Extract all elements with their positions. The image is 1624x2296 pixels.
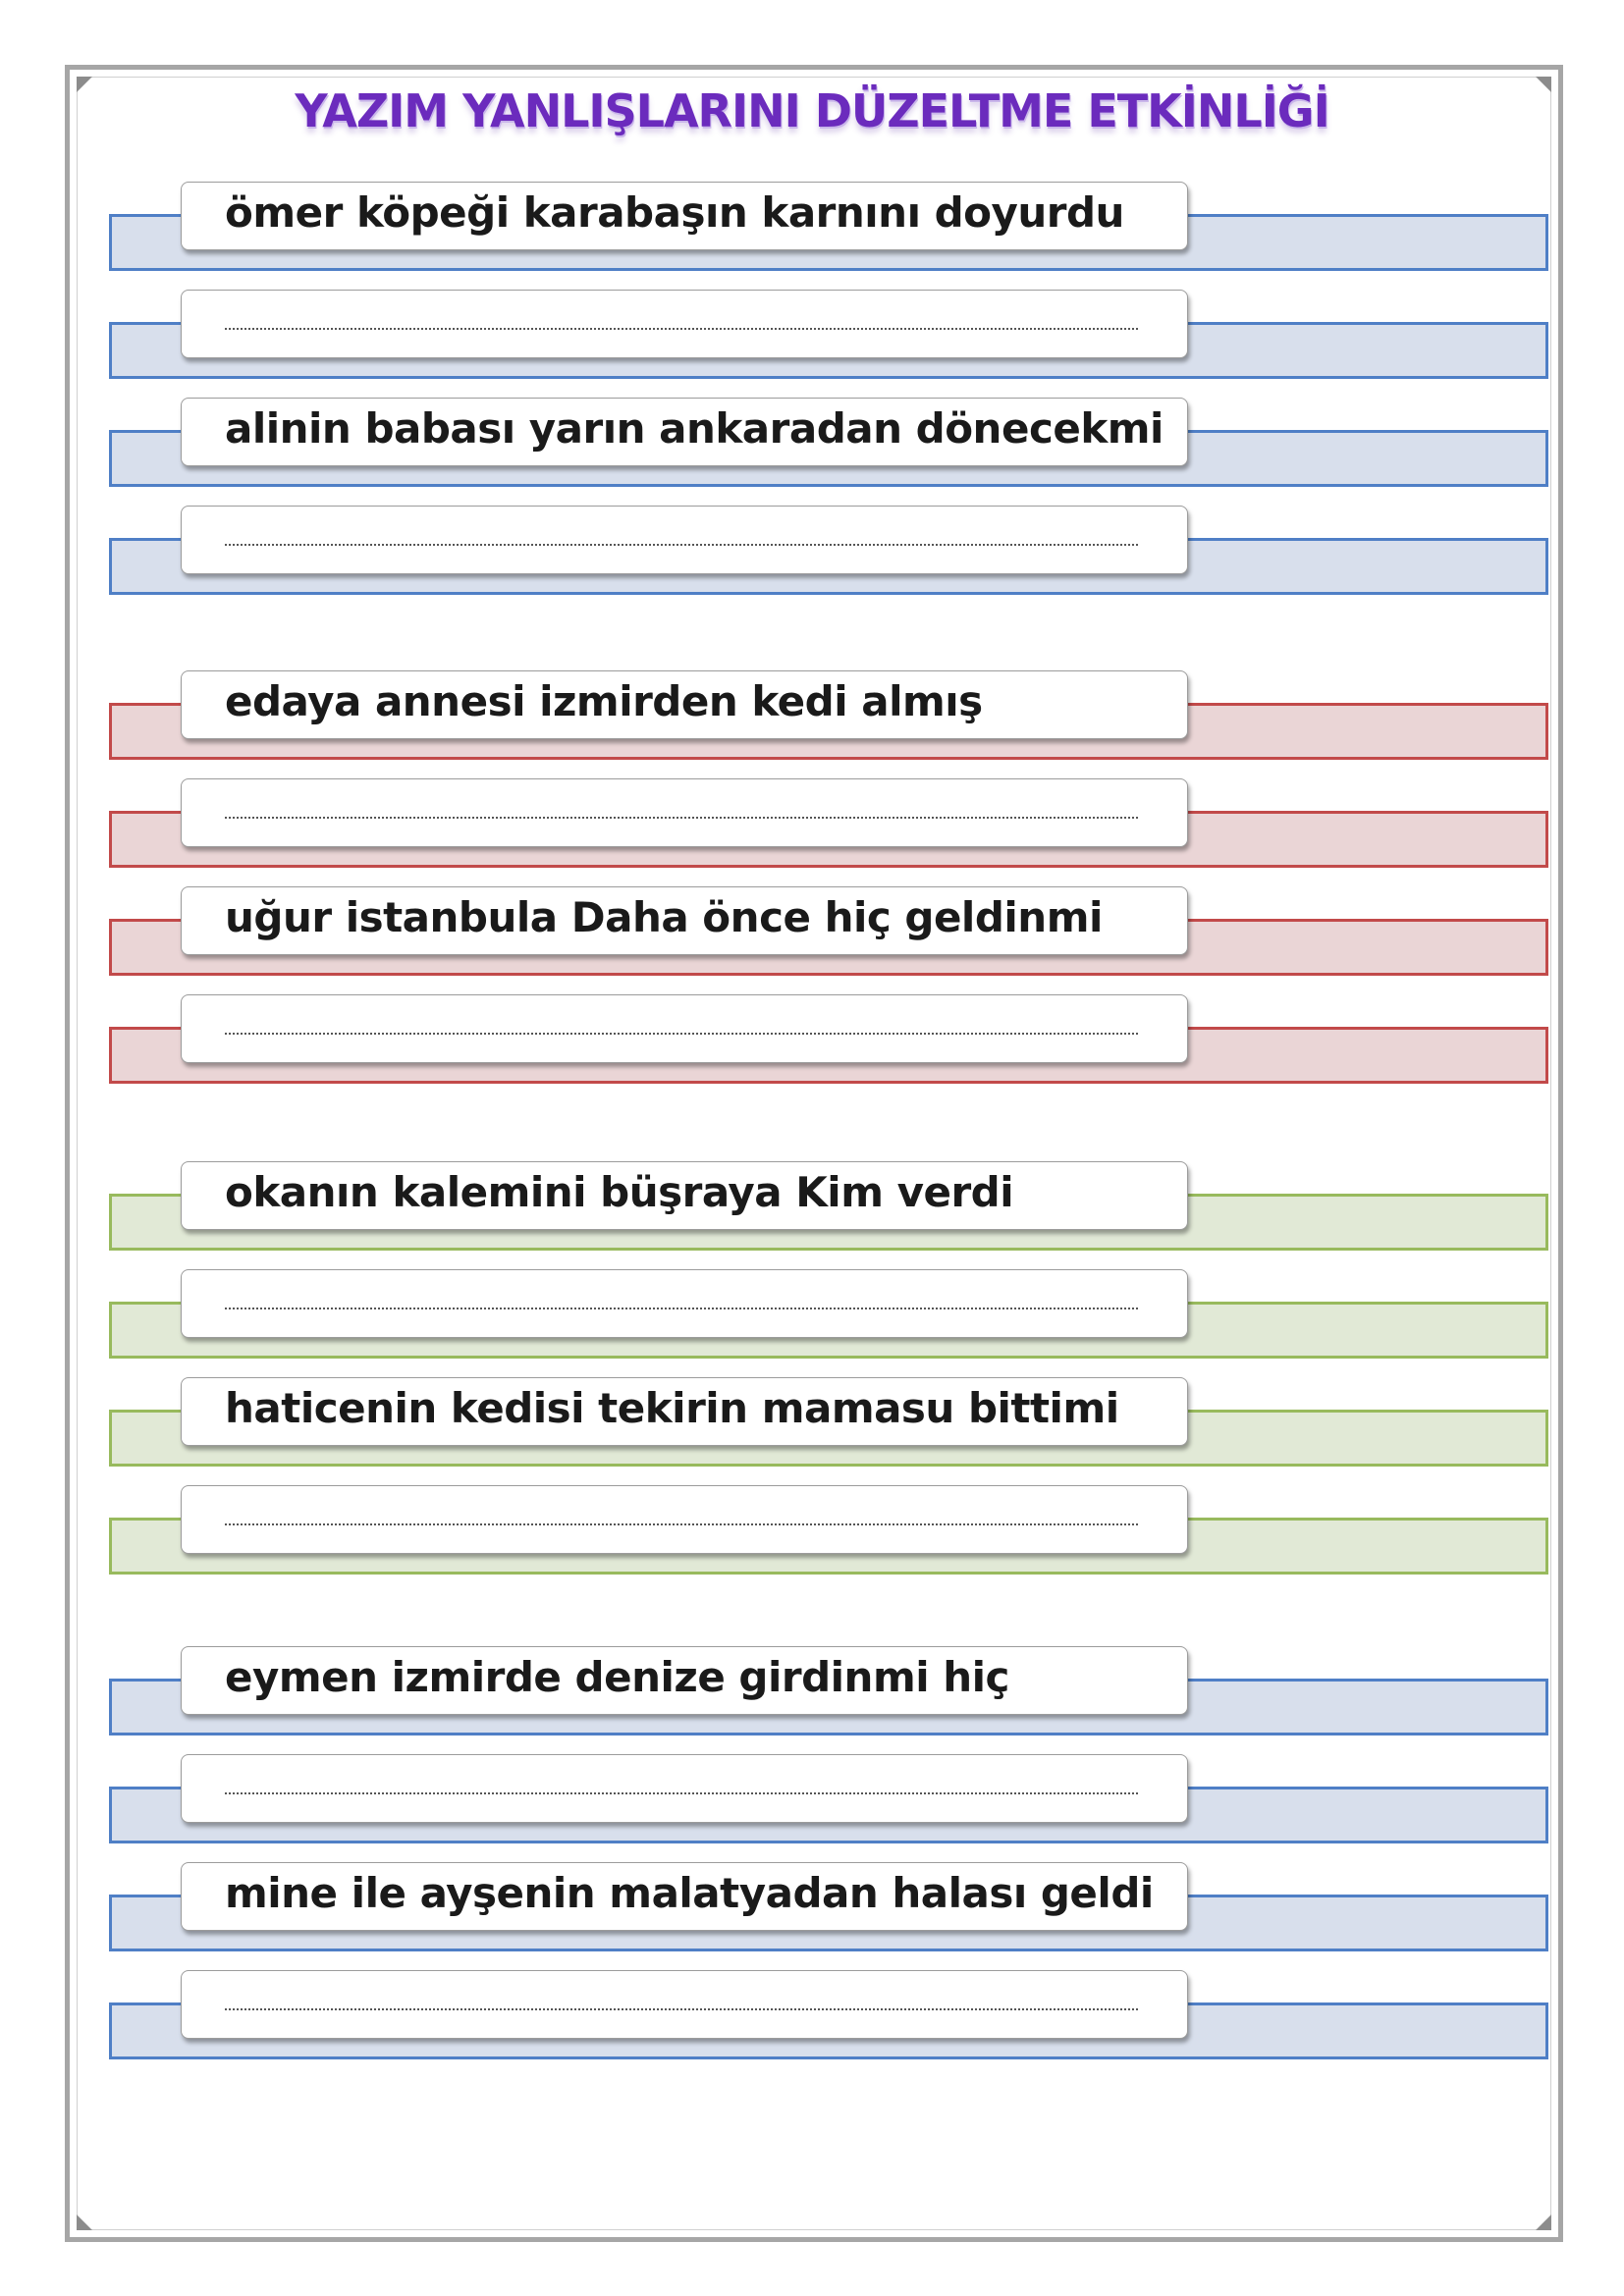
page-title: YAZIM YANLIŞLARINI DÜZELTME ETKİNLİĞİ bbox=[295, 84, 1329, 137]
answer-field[interactable] bbox=[181, 778, 1188, 847]
sentence-text: ömer köpeği karabaşın karnını doyurdu bbox=[225, 188, 1124, 237]
sentence-card bbox=[181, 1862, 1188, 1931]
sentence-row bbox=[0, 398, 1624, 506]
sentence-row bbox=[0, 182, 1624, 290]
dotted-answer-line bbox=[225, 328, 1138, 330]
sentence-card bbox=[181, 1161, 1188, 1230]
sentence-card bbox=[181, 1377, 1188, 1446]
dotted-answer-line bbox=[225, 1792, 1138, 1794]
dotted-answer-line bbox=[225, 1033, 1138, 1035]
dotted-answer-line bbox=[225, 1308, 1138, 1309]
answer-row bbox=[0, 994, 1624, 1102]
sentence-card bbox=[181, 886, 1188, 955]
answer-field[interactable] bbox=[181, 1970, 1188, 2039]
dotted-answer-line bbox=[225, 544, 1138, 546]
corner-triangle-icon bbox=[77, 2215, 92, 2230]
answer-field[interactable] bbox=[181, 290, 1188, 358]
answer-row bbox=[0, 290, 1624, 398]
sentence-text: haticenin kedisi tekirin mamasu bittimi bbox=[225, 1384, 1119, 1432]
sentence-card bbox=[181, 182, 1188, 250]
answer-field[interactable] bbox=[181, 994, 1188, 1063]
sentence-text: uğur istanbula Daha önce hiç geldinmi bbox=[225, 893, 1103, 941]
answer-field[interactable] bbox=[181, 506, 1188, 574]
answer-row bbox=[0, 1485, 1624, 1593]
sentence-row bbox=[0, 670, 1624, 778]
corner-triangle-icon bbox=[1536, 2215, 1551, 2230]
sentence-card bbox=[181, 398, 1188, 466]
answer-field[interactable] bbox=[181, 1485, 1188, 1554]
answer-field[interactable] bbox=[181, 1269, 1188, 1338]
dotted-answer-line bbox=[225, 1523, 1138, 1525]
answer-row bbox=[0, 778, 1624, 886]
answer-row bbox=[0, 1754, 1624, 1862]
dotted-answer-line bbox=[225, 2008, 1138, 2010]
answer-row bbox=[0, 1269, 1624, 1377]
sentence-row bbox=[0, 1646, 1624, 1754]
sentence-row bbox=[0, 1862, 1624, 1970]
sentence-row bbox=[0, 1161, 1624, 1269]
sentence-text: okanın kalemini büşraya Kim verdi bbox=[225, 1168, 1014, 1216]
sentence-text: alinin babası yarın ankaradan dönecekmi bbox=[225, 404, 1164, 453]
sentence-row bbox=[0, 1377, 1624, 1485]
answer-row bbox=[0, 1970, 1624, 2078]
sentence-card bbox=[181, 1646, 1188, 1715]
answer-row bbox=[0, 506, 1624, 614]
sentence-text: edaya annesi izmirden kedi almış bbox=[225, 677, 983, 725]
sentence-row bbox=[0, 886, 1624, 994]
dotted-answer-line bbox=[225, 817, 1138, 819]
sentence-text: mine ile ayşenin malatyadan halası geldi bbox=[225, 1869, 1154, 1917]
sentence-text: eymen izmirde denize girdinmi hiç bbox=[225, 1653, 1009, 1701]
answer-field[interactable] bbox=[181, 1754, 1188, 1823]
sentence-card bbox=[181, 670, 1188, 739]
